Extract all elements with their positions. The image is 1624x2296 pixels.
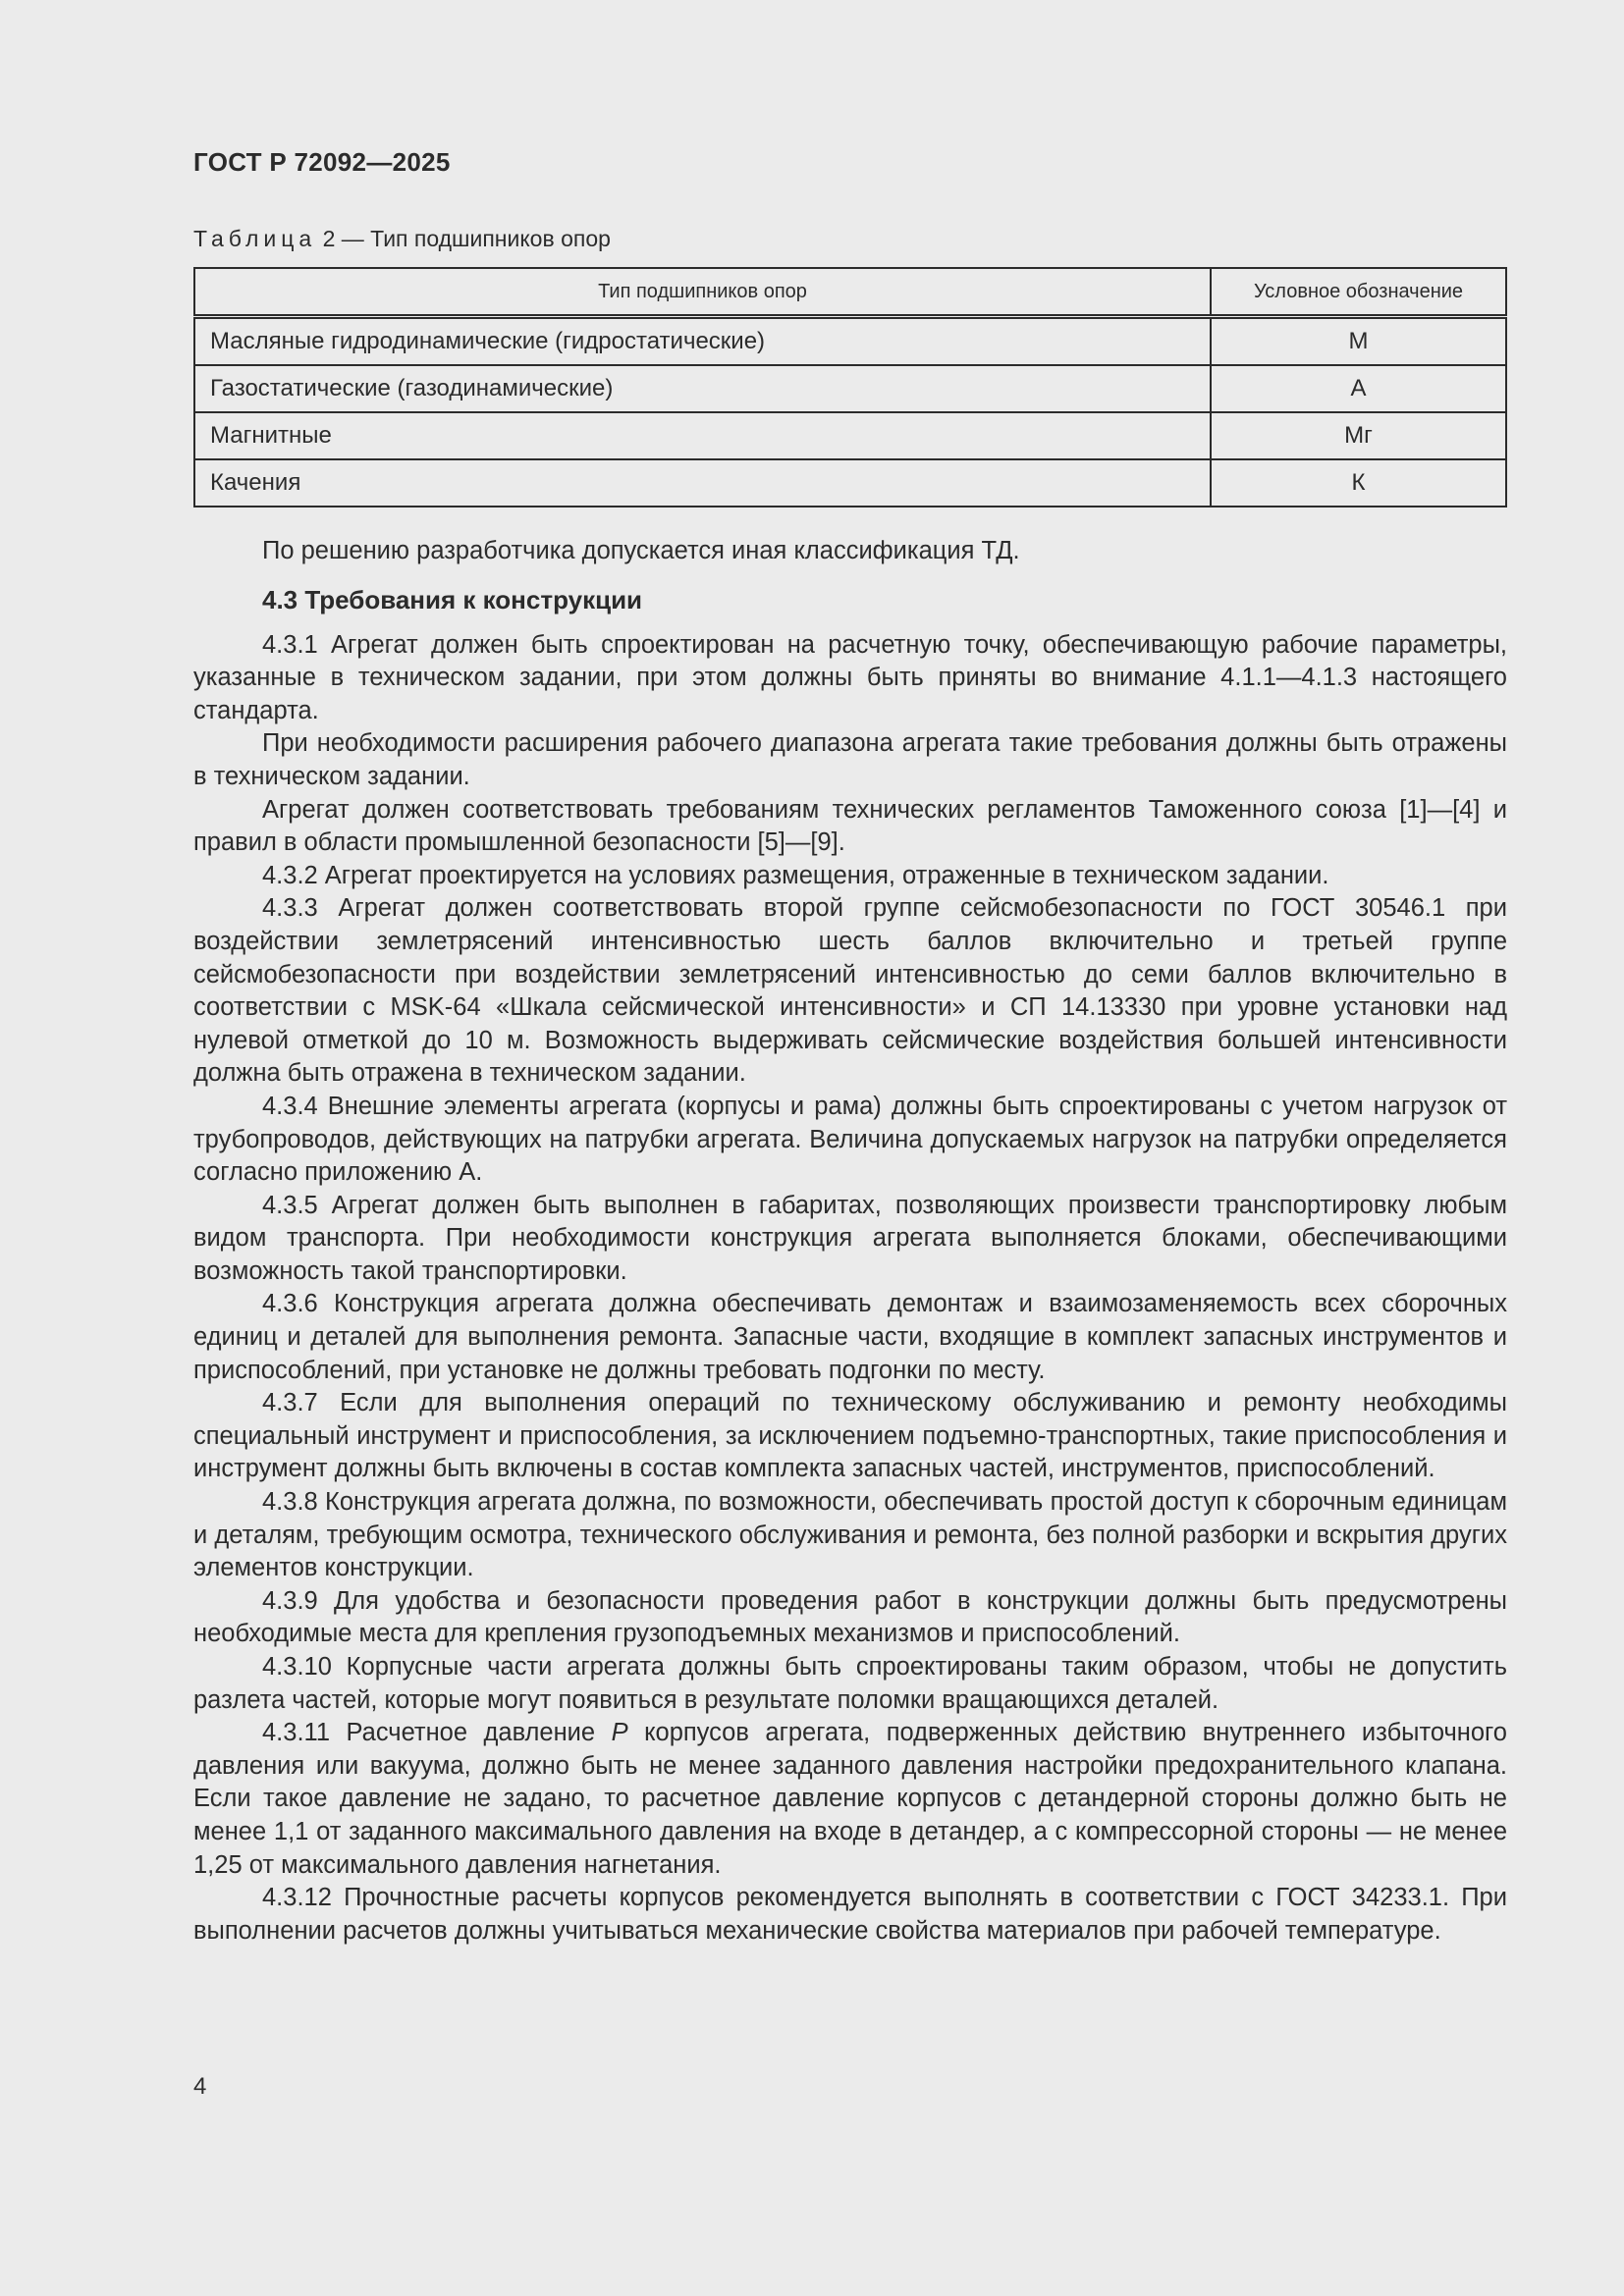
paragraph-4-3-10: 4.3.10 Корпусные части агрегата должны быть спроектированы таким образом, чтобы не допустить разлета частей, которые могут появиться в результате поломки вращающихся деталей. [193, 1653, 1507, 1714]
table-header-cell: Тип подшипников опор [194, 268, 1211, 317]
page-number: 4 [193, 2073, 207, 2100]
table-caption-title: 2 — Тип подшипников опор [322, 226, 611, 251]
table-row [194, 459, 1506, 507]
pressure-variable: P [611, 1719, 628, 1747]
paragraph-4-3-1-extension: При необходимости расширения рабочего диапазона агрегата такие требования должны быть отражены в техническом задании. [193, 729, 1507, 790]
table-row [194, 412, 1506, 459]
table-cell-type: Газостатические (газодинамические) [194, 365, 1211, 412]
table-caption [193, 226, 611, 252]
paragraph-4-3-7: 4.3.7 Если для выполнения операций по техническому обслуживанию и ремонту необходимы специальный инструмент и приспособления, за исключением подъемно-транспортных, такие приспособления и инструмент должны быть включены в состав комплекта запасных частей, инструментов, приспособлений. [193, 1389, 1507, 1483]
document-body [193, 535, 1507, 1948]
table-caption-prefix: Таблица [193, 226, 317, 251]
table-cell-code: М [1211, 317, 1506, 366]
bearing-type-table [193, 267, 1507, 507]
paragraph-4-3-9: 4.3.9 Для удобства и безопасности проведения работ в конструкции должны быть предусмотрены необходимые места для крепления грузоподъемных механизмов и приспособлений. [193, 1586, 1507, 1648]
table-cell-type: Качения [194, 459, 1211, 507]
table-header-cell: Условное обозначение [1211, 268, 1506, 317]
paragraph-4-3-1-regulations: Агрегат должен соответствовать требованиям технических регламентов Таможенного союза [1]—[4] и правил в области промышленной безопасности [5]—[9]. [193, 795, 1507, 857]
paragraph-4-3-2: 4.3.2 Агрегат проектируется на условиях размещения, отраженные в техническом задании. [262, 861, 1329, 889]
paragraph-4-3-4: 4.3.4 Внешние элементы агрегата (корпусы и рама) должны быть спроектированы с учетом нагрузок от трубопроводов, действующих на патрубки агрегата. Величина допускаемых нагрузок на патрубки определяется согласно приложению А. [193, 1092, 1507, 1187]
table-cell-code: Мг [1211, 412, 1506, 459]
paragraph-4-3-1: 4.3.1 Агрегат должен быть спроектирован на расчетную точку, обеспечивающую рабочие параметры, указанные в техническом задании, при этом должны быть приняты во внимание 4.1.1—4.1.3 настоящего стандарта. [193, 630, 1507, 724]
paragraph-4-3-5: 4.3.5 Агрегат должен быть выполнен в габаритах, позволяющих произвести транспортировку любым видом транспорта. При необходимости конструкция агрегата выполняется блоками, обеспечивающими возможность такой транспортировки. [193, 1191, 1507, 1285]
table-row [194, 317, 1506, 366]
classification-note: По решению разработчика допускается иная классификация ТД. [262, 537, 1020, 564]
paragraph-4-3-12: 4.3.12 Прочностные расчеты корпусов рекомендуется выполнять в соответствии с ГОСТ 34233.1. При выполнении расчетов должны учитываться механические свойства материалов при рабочей температуре. [193, 1884, 1507, 1945]
paragraph-4-3-3: 4.3.3 Агрегат должен соответствовать второй группе сейсмобезопасности по ГОСТ 30546.1 при воздействии землетрясений интенсивностью шесть баллов включительно и третьей группе сейсмобезопасности при воздействии землетрясений интенсивностью до семи баллов включительно в соответствии с MSK-64 «Шкала сейсмической интенсивности» и СП 14.13330 при уровне установки над нулевой отметкой до 10 м. Возможность выдерживать сейсмические воздействия большей интенсивности должна быть отражена в техническом задании. [193, 894, 1507, 1088]
paragraph-4-3-11-rest: корпусов агрегата, подверженных действию внутреннего избыточного давления или вакуума, должно быть не менее заданного давления настройки предохранительного клапана. Если такое давление не задано, то расчетное давление корпусов с детандерной стороны должно быть не менее 1,1 от заданного максимального давления на входе в детандер, а с компрессорной стороны — не менее 1,25 от максимального давления нагнетания. [193, 1719, 1507, 1879]
document-code-header: ГОСТ Р 72092—2025 [193, 147, 451, 177]
paragraph-4-3-11-start: 4.3.11 Расчетное давление [262, 1719, 612, 1747]
paragraph-4-3-6: 4.3.6 Конструкция агрегата должна обеспечивать демонтаж и взаимозаменяемость всех сборочных единиц и деталей для выполнения ремонта. Запасные части, входящие в комплект запасных инструментов и приспособлений, при установке не должны требовать подгонки по месту. [193, 1290, 1507, 1384]
paragraph-4-3-11 [193, 1717, 1507, 1882]
paragraph-4-3-8: 4.3.8 Конструкция агрегата должна, по возможности, обеспечивать простой доступ к сборочным единицам и деталям, требующим осмотра, технического обслуживания и ремонта, без полной разборки и вскрытия других элементов конструкции. [193, 1488, 1507, 1582]
table-row [194, 365, 1506, 412]
table-cell-type: Масляные гидродинамические (гидростатические) [194, 317, 1211, 366]
table-cell-type: Магнитные [194, 412, 1211, 459]
table-cell-code: К [1211, 459, 1506, 507]
table-header-row [194, 268, 1506, 317]
section-heading: 4.3 Требования к конструкции [262, 584, 643, 614]
table-cell-code: А [1211, 365, 1506, 412]
